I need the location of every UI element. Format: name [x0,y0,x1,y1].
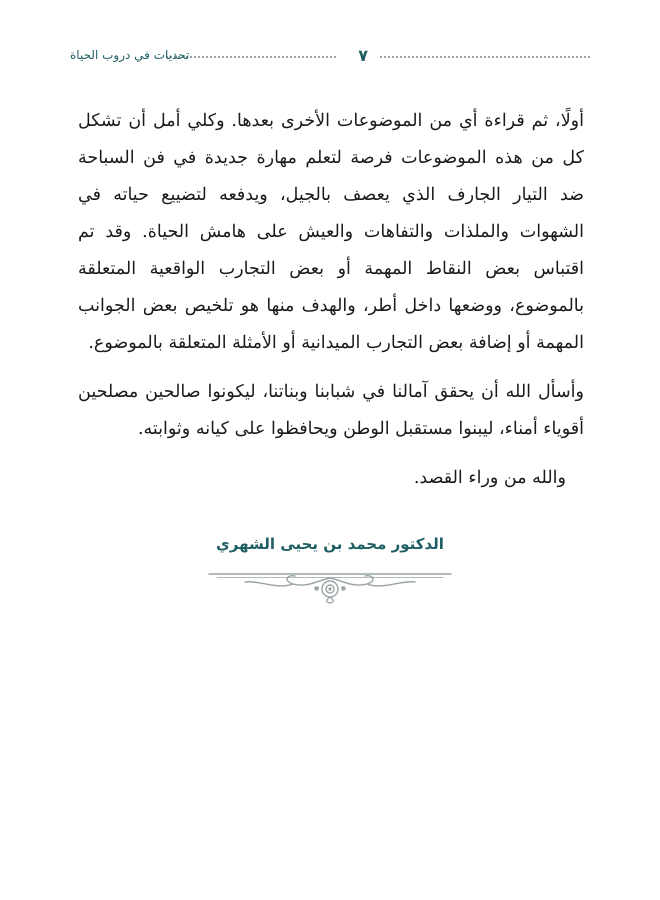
paragraph: وأسأل الله أن يحقق آمالنا في شبابنا وبناتنا، ليكونوا صالحين مصلحين أقوياء أمناء، ليبنوا مستقبل الوطن ويحافظوا على كيانه وثوابته. [78,382,584,439]
book-title: تحديات في دروب الحياة [70,48,190,62]
author-signature: الدكتور محمد بن يحيى الشهري [216,535,444,553]
page-number: ٧ [358,46,368,65]
header-dotted-rule-left [166,56,336,58]
header-dotted-rule-right [380,56,590,58]
page-header [70,46,590,68]
body-text [78,103,584,497]
decorative-flourish-icon [207,568,453,604]
closing-line: والله من وراء القصد. [413,468,566,488]
paragraph: أولًا، ثم قراءة أي من الموضوعات الأخرى بعدها. وكلي أمل أن تشكل كل من هذه الموضوعات فرصة لتعلم مهارة جديدة في فن السباحة ضد التيار الجارف الذي يعصف بالجيل، ويدفعه لتضييع حياته في الشهوات والملذات والتفاهات والعيش على هامش الحياة. وقد تم اقتباس بعض النقاط المهمة أو بعض التجارب الواقعية المتعلقة بالموضوع، ووضعها داخل أطر، والهدف منها هو تلخيص بعض الجوانب المهمة أو إضافة بعض التجارب الميدانية أو الأمثلة المتعلقة بالموضوع. [78,111,584,353]
